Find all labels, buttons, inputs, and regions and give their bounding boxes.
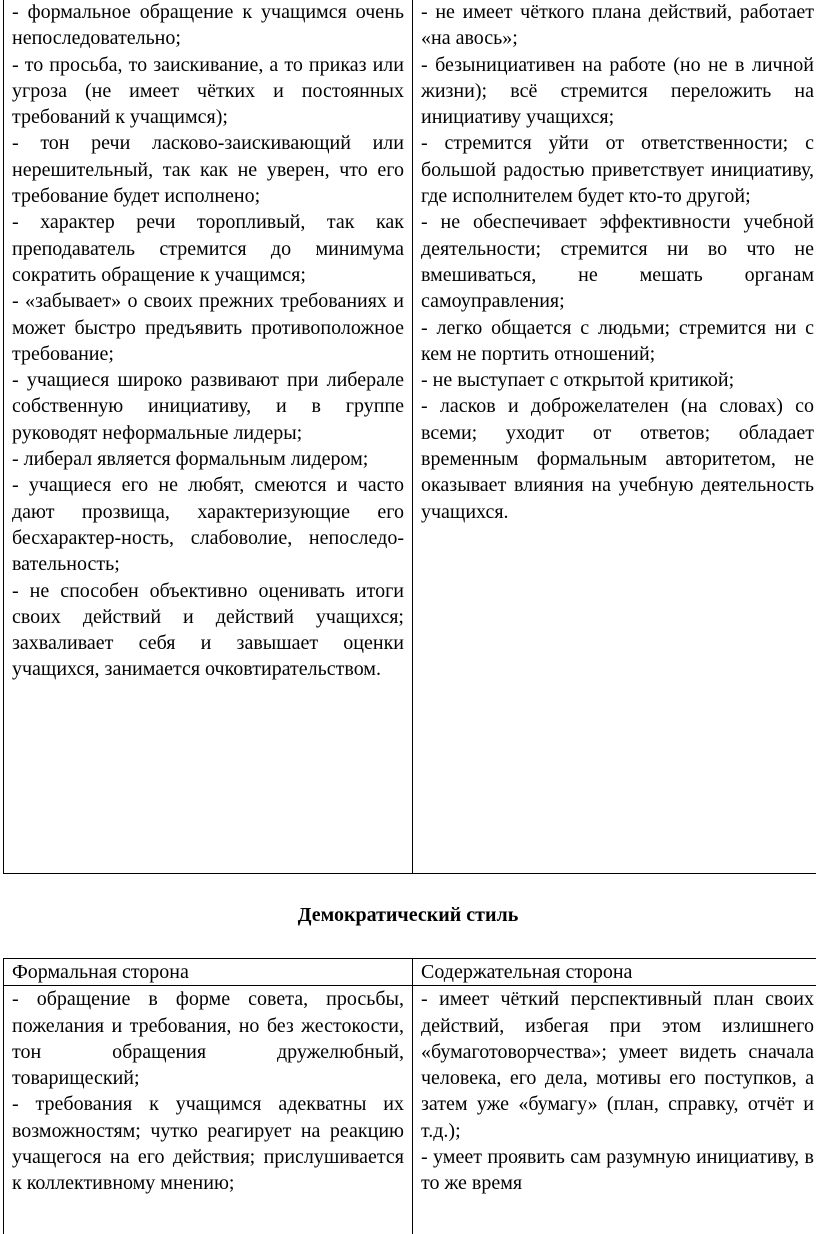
content-side-cell [413, 986, 816, 1234]
list-item: - характер речи торопливый, так как преподаватель стремится до минимума сократить обращение к учащимся; [12, 211, 404, 286]
list-item: - формальное обращение к учащимся очень непоследовательно; [12, 1, 404, 50]
table-row [4, 986, 816, 1234]
list-item: - не выступает с открытой критикой; [421, 369, 735, 392]
formal-side-cell [4, 986, 413, 1234]
column-header-content: Содержательная сторона [413, 959, 816, 986]
list-item: - имеет чёткий перспективный план своих действий, избегая при этом излишнего «бумаготоворчества»; умеет видеть сначала человека, его дела, мотивы его поступков, а затем уже «бумагу» (план, справку, отчёт и т.д.); [421, 988, 814, 1142]
list-item: - тон речи ласково-заискивающий или нерешительный, так как не уверен, что его требование будет исполнено; [12, 132, 404, 208]
list-item: - стремится уйти от ответственности; с большой радостью приветствует инициативу, где исполнителем будет кто-то другой; [421, 132, 814, 208]
list-item: - «забывает» о своих прежних требованиях и может быстро предъявить противоположное требование; [12, 290, 404, 365]
liberal-style-table [3, 0, 816, 874]
list-item: - безынициативен на работе (но не в личной жизни); всё стремится переложить на инициативу учащихся; [421, 53, 814, 129]
list-item: - ласков и доброжелателен (на словах) со всеми; уходит от ответов; обладает временным формальным авторитетом, не оказывает влияния на учебную деятельность учащихся. [421, 395, 814, 523]
list-item: - умеет проявить сам разумную инициативу, в то же время [421, 1146, 814, 1195]
list-item: - то просьба, то заискивание, а то приказ или угроза (не имеет чётких и постоянных требований к учащимся); [12, 53, 404, 129]
list-item: - учащиеся широко развивают при либерале собственную инициативу, и в группе руководят неформальные лидеры; [12, 369, 404, 444]
list-item: - не способен объективно оценивать итоги своих действий и действий учащихся; захваливает себя и завышает оценки учащихся, занимается очковтирательством. [12, 579, 404, 681]
formal-side-cell [4, 0, 413, 874]
list-item: - либерал является формальным лидером; [12, 448, 369, 471]
table-header-row [4, 959, 816, 986]
content-side-cell [413, 0, 816, 874]
list-item: - учащиеся его не любят, смеются и часто дают прозвища, характеризующие его бесхарактер-ность, слабоволие, непоследо-вательность; [12, 474, 404, 576]
democratic-style-table [3, 958, 816, 1234]
list-item: - легко общается с людьми; стремится ни с кем не портить отношений; [421, 316, 814, 365]
list-item: - обращение в форме совета, просьбы, пожелания и требования, но без жестокости, тон обращения дружелюбный, товарищеский; [12, 988, 404, 1090]
section-heading: Демократический стиль [297, 904, 519, 926]
table-row [4, 0, 816, 874]
column-header-formal: Формальная сторона [4, 959, 413, 986]
list-item: - не имеет чёткого плана действий, работает «на авось»; [421, 1, 814, 50]
list-item: - требования к учащимся адекватны их возможностям; чутко реагирует на реакцию учащегося на его действия; прислушивается к коллективному мнению; [12, 1093, 404, 1195]
list-item: - не обеспечивает эффективности учебной деятельности; стремится ни во что не вмешиваться, не мешать органам самоуправления; [421, 211, 814, 313]
